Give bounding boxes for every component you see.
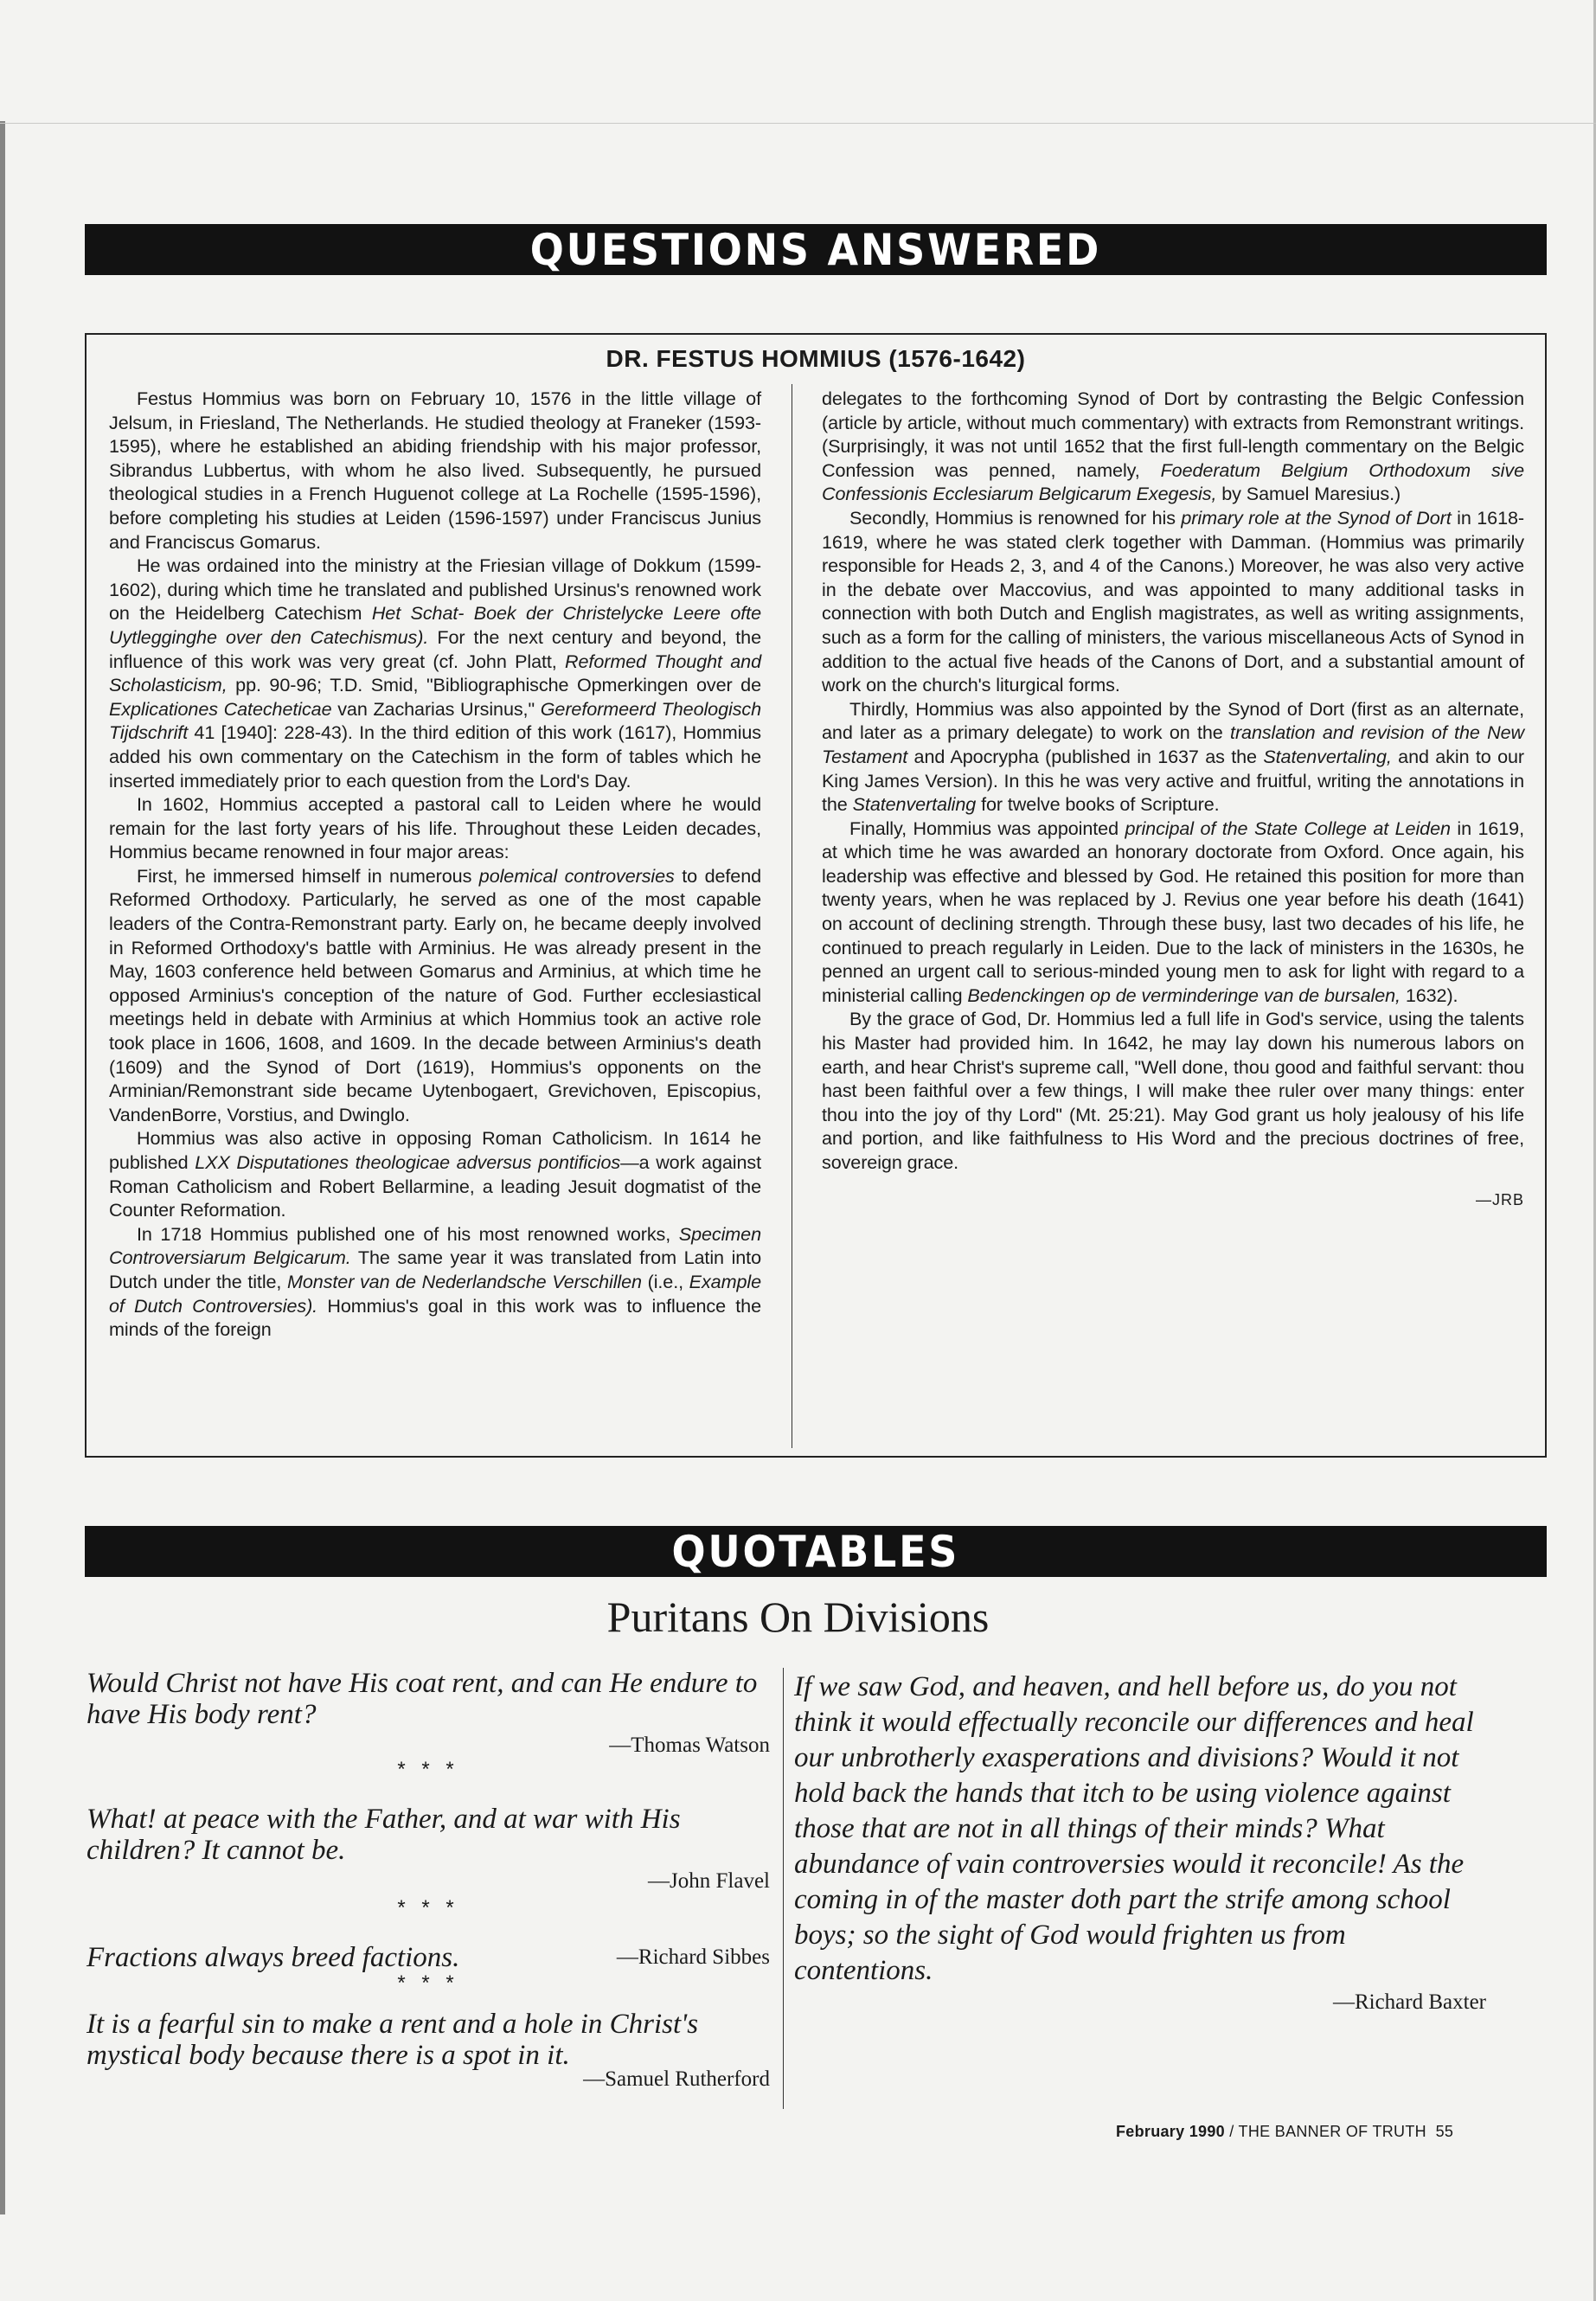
page-footer: [1116, 2123, 1453, 2141]
quote-block: [87, 1942, 770, 1973]
paragraph: Finally, Hommius was appointed principal of the State College at Leiden in 1619, at which time he was awarded an honorary doctorate from Oxford. Once again, his leadership was effective and blessed by God. He retained this position for more than twenty years, when he was replaced by J. Revius one year before his death (1641) on account of declining strength. Through these busy, last two decades of his life, he continued to preach regularly in Leiden. Due to the lack of ministers in the 1630s, he penned an urgent call to serious-minded young men to ask for light with regard to a ministerial calling Bedenckingen op de verminderinge van de bursalen, 1632).: [822, 817, 1524, 1006]
paragraph: Secondly, Hommius is renowned for his primary role at the Synod of Dort in 1618-1619, where he was stated clerk together with Damman. (Hommius was primarily responsible for Heads 2, 3, and 4 of the Canons.) Moreover, he was also very active in the debate over Maccovius, and was appointed to many additional tasks in connection with both Dutch and English magistrates, as well as writing assignments, such as a form for the calling of ministers, the various miscellaneous Acts of Synod in addition to the actual five heads of the Canons of Dort, and a substantial amount of work on the church's liturgical forms.: [822, 506, 1524, 696]
quote-text: It is a fearful sin to make a rent and a hole in Christ's mystical body because there is a spot in it.: [87, 2009, 699, 2071]
paragraph: By the grace of God, Dr. Hommius led a full life in God's service, using the talents his Master had provided him. In 1642, he may lay down his numerous labors on earth, and hear Christ's supreme call, "Well done, thou good and faithful servant: thou hast been faithful over a few things, I will make thee ruler over many things: enter thou into the joy of thy Lord" (Mt. 25:21). May God grant us holy jealousy of his life and portion, and like faithfulness to His Word and the precious doctrines of free, sovereign grace.: [822, 1008, 1524, 1173]
paragraph: In 1602, Hommius accepted a pastoral call to Leiden where he would remain for the last forty years of his life. Throughout these Leiden decades, Hommius became renowned in four major areas:: [109, 793, 761, 863]
quote-separator: * * *: [397, 1896, 459, 1920]
quotes-column-divider: [783, 1668, 784, 2109]
article-title: DR. FESTUS HOMMIUS (1576-1642): [606, 345, 1026, 372]
quote-block: [87, 2009, 770, 2092]
scan-edge-left: [0, 121, 5, 2214]
publication-name: / THE BANNER OF TRUTH: [1224, 2123, 1426, 2140]
quote-author: —John Flavel: [648, 1869, 770, 1893]
paragraph: delegates to the forthcoming Synod of Dort by contrasting the Belgic Confession (article by article, without much commentary) with extracts from Remonstrant writings. (Surprisingly, it was not until 1652 that the first full-length commentary on the Belgic Confession was penned, namely, Foederatum Belgium Orthodoxum sive Confessionis Ecclesiarum Belgicarum Exegesis, by Samuel Maresius.): [822, 388, 1524, 505]
banner-label: QUOTABLES: [671, 1527, 960, 1577]
quote-block: [87, 1668, 770, 1758]
author-signature: —JRB: [1475, 1190, 1524, 1208]
paragraph: In 1718 Hommius published one of his most renowned works, Specimen Controversiarum Belgicarum. The same year it was translated from Latin into Dutch under the title, Monster van de Nederlandsche Verschillen (i.e., Example of Dutch Controversies). Hommius's goal in this work was to influence the minds of the foreign: [109, 1222, 761, 1341]
quote-block: [794, 1670, 1486, 2015]
paragraph: Thirdly, Hommius was also appointed by the Synod of Dort (first as an alternate, and later as a primary delegate) to work on the translation and revision of the New Testament and Apocrypha (published in 1637 as the Statenvertaling, and akin to our King James Version). In this he was very active and fruitful, writing the annotations in the Statenvertaling for twelve books of Scripture.: [822, 697, 1524, 816]
quote-block: [87, 1804, 770, 1894]
quote-text: Would Christ not have His coat rent, and can He endure to have His body rent?: [87, 1668, 758, 1730]
questions-answered-banner: [85, 224, 1547, 275]
paragraph: Festus Hommius was born on February 10, 1576 in the little village of Jelsum, in Friesland, The Netherlands. He studied theology at Franeker (1593-1595), where he established an abiding friendship with his major professor, Sibrandus Lubbertus, with whom he also lived. Subsequently, he pursued theological studies in a French Huguenot college at La Rochelle (1595-1596), before completing his studies at Leiden (1596-1597) under Franciscus Junius and Franciscus Gomarus.: [109, 388, 761, 553]
quote-text: What! at peace with the Father, and at war with His children? It cannot be.: [87, 1804, 681, 1866]
paragraph: First, he immersed himself in numerous polemical controversies to defend Reformed Orthodoxy. Particularly, he served as one of the most capable leaders of the Contra-Remonstrant party. Early on, he became deeply involved in Reformed Orthodoxy's battle with Arminius. He was already present in the May, 1603 conference held between Gomarus and Arminius, at which time he opposed Arminius's conception of the nature of God. Further ecclesiastical meetings held in debate with Arminius at which Hommius took an active role took place in 1606, 1608, and 1609. In the decade between Arminius's death (1609) and the Synod of Dort (1619), Hommius's opponents on the Arminian/Remonstrant side became Uytenbogaert, Grevichoven, Episcopius, VandenBorre, Vorstius, and Dwinglo.: [109, 864, 762, 1125]
page-number: 55: [1435, 2123, 1454, 2140]
paragraph: He was ordained into the ministry at the Friesian village of Dokkum (1599-1602), during which time he translated and published Ursinus's renowned work on the Heidelberg Catechism Het Schat- Boek der Christelycke Leere ofte Uytlegginghe over den Catechismus). For the next century and beyond, the influence of this work was very great (cf. John Platt, Reformed Thought and Scholasticism, pp. 90-96; T.D. Smid, "Bibliographische Opmerkingen over de Explicationes Catecheticae van Zacharias Ursinus," Gereformeerd Theologisch Tijdschrift 41 [1940]: 228-43). In the third edition of this work (1617), Hommius added his own commentary on the Catechism in the form of tables which he inserted immediately prior to each question from the Lord's Day.: [109, 554, 761, 792]
quote-text: Fractions always breed factions.: [87, 1942, 460, 1973]
issue-date: February 1990: [1116, 2123, 1225, 2140]
banner-label: QUESTIONS ANSWERED: [529, 225, 1102, 275]
article-box: [85, 333, 1547, 1458]
scan-top-line: [0, 123, 1596, 124]
article-right-column: [822, 387, 1524, 1212]
article-left-column: [109, 387, 761, 1342]
quote-text: If we saw God, and heaven, and hell before us, do you not think it would effectually reconcile our differences and heal our unbrotherly exasperations and divisions? Would it not hold back the hands that itch to be using violence against those that are not in all things of their minds? What abundance of vain controversies would it reconcile! As the coming in of the master doth part the strife among school boys; so the sight of God would frighten us from contentions.: [794, 1671, 1474, 1986]
quote-separator: * * *: [397, 1758, 459, 1781]
quotables-banner: [85, 1526, 1547, 1577]
quotables-title: Puritans On Divisions: [606, 1593, 990, 1641]
quote-separator: * * *: [397, 1971, 459, 1995]
quote-author: —Richard Baxter: [1332, 1990, 1486, 2014]
paragraph: Hommius was also active in opposing Roman Catholicism. In 1614 he published LXX Disputationes theologicae adversus pontificios—a work against Roman Catholicism and Robert Bellarmine, a leading Jesuit dogmatist of the Counter Reformation.: [109, 1127, 761, 1221]
quote-author: —Richard Sibbes: [616, 1945, 770, 1969]
quote-author: —Samuel Rutherford: [583, 2067, 770, 2091]
quote-author: —Thomas Watson: [609, 1734, 770, 1757]
